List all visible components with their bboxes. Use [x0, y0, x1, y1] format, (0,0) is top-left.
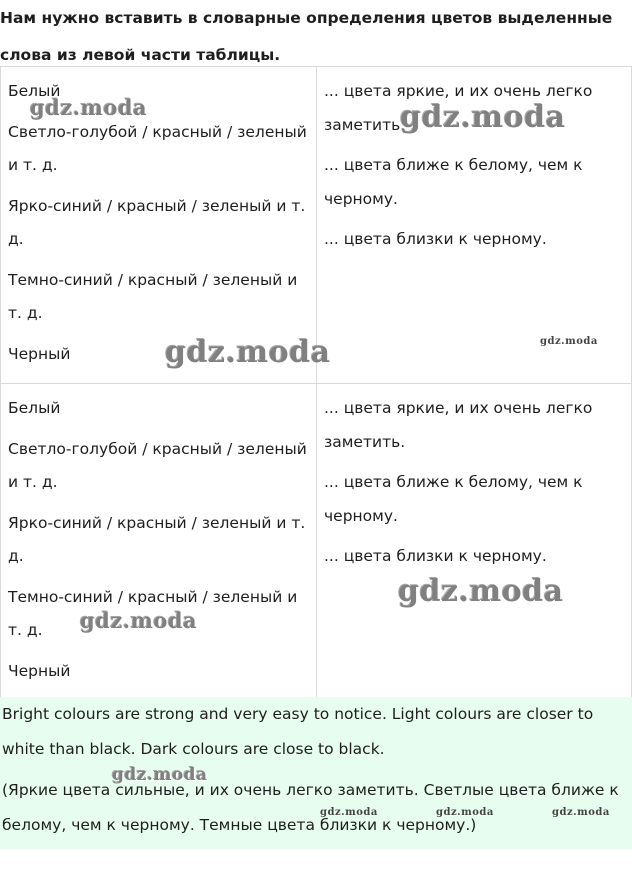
color-word: Ярко-синий / красный / зеленый и т. д.	[8, 196, 306, 248]
color-word: Светло-голубой / красный / зеленый и т. д.	[8, 439, 307, 491]
watermark: gdz.moda	[80, 608, 198, 633]
answer-block	[0, 697, 632, 849]
color-word: Черный	[8, 344, 71, 363]
color-word: Белый	[8, 82, 61, 100]
words-table	[0, 66, 632, 701]
definition: ... цвета ближе к белому, чем к черному.	[324, 473, 583, 525]
color-word: Белый	[8, 399, 61, 417]
right-cell	[317, 384, 632, 701]
table-row	[1, 384, 632, 701]
definition: ... цвета близки к черному.	[324, 547, 547, 565]
task-instruction: Нам нужно вставить в словарные определения цветов выделенные слова из левой части таблицы.	[0, 9, 613, 64]
definition: ... цвета ближе к белому, чем к черному.	[324, 156, 583, 208]
watermark: gdz.moda	[436, 807, 494, 818]
definition: ... цвета яркие, и их очень легко заметить.	[324, 399, 593, 451]
watermark: gdz.moda	[540, 336, 598, 347]
left-cell	[1, 67, 317, 384]
watermark: gdz.moda	[320, 807, 378, 818]
table-row	[1, 67, 632, 384]
answer-english: Bright colours are strong and very easy to notice. Light colours are closer to white than black. Dark colours are close to black.	[2, 705, 594, 758]
watermark: gdz.moda	[30, 95, 148, 120]
right-cell	[317, 67, 632, 384]
answer-russian: (Яркие цвета сильные, и их очень легко заметить. Светлые цвета ближе к белому, чем к черному. Темные цвета близки к черному.)	[2, 781, 619, 834]
watermark: gdz.moda	[112, 765, 208, 785]
color-word: Светло-голубой / красный / зеленый и т. д.	[8, 122, 307, 174]
color-word: Темно-синий / красный / зеленый и т. д.	[8, 587, 298, 639]
color-word: Ярко-синий / красный / зеленый и т. д.	[8, 513, 306, 565]
watermark: gdz.moda	[400, 100, 566, 135]
watermark: gdz.moda	[552, 807, 610, 818]
definition: ... цвета яркие, и их очень легко заметить.	[324, 82, 593, 134]
left-cell	[1, 384, 317, 701]
watermark: gdz.moda	[398, 574, 564, 609]
color-word: Черный	[8, 661, 71, 680]
color-word: Темно-синий / красный / зеленый и т. д.	[8, 270, 298, 322]
watermark: gdz.moda	[165, 335, 331, 370]
definition: ... цвета близки к черному.	[324, 230, 547, 248]
